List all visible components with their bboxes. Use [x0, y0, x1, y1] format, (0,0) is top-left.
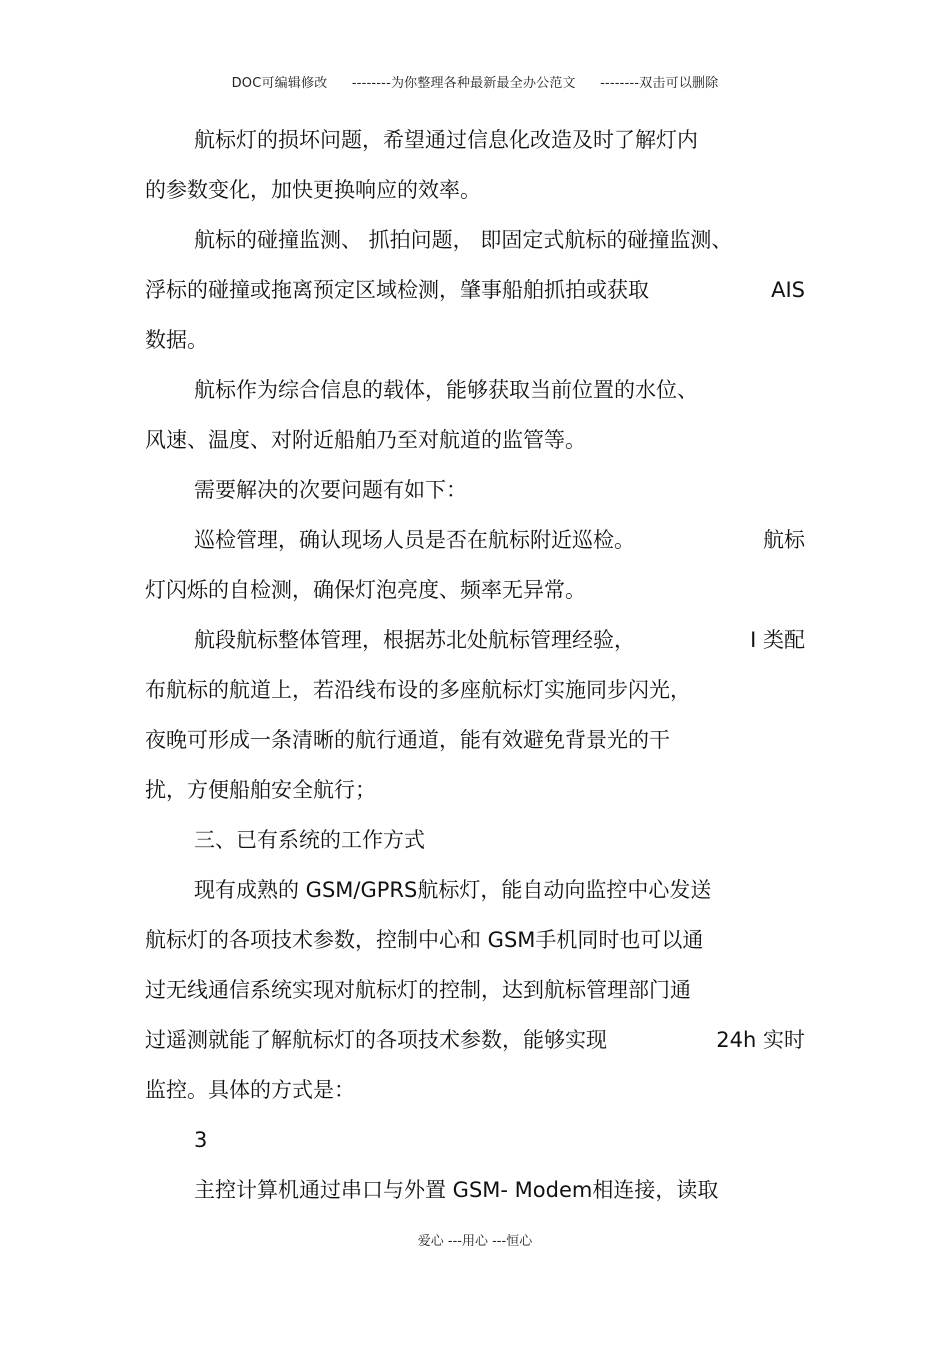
page-footer	[0, 1230, 950, 1249]
text-line	[145, 172, 805, 222]
text-line	[145, 422, 805, 472]
text-line	[145, 272, 805, 322]
line-text: 航标灯的损坏问题，希望通过信息化改造及时了解灯内	[194, 128, 698, 152]
line-right-text: 航标	[763, 528, 805, 552]
line-text: 航标的碰撞监测、 抓拍问题， 即固定式航标的碰撞监测、	[194, 228, 733, 252]
line-text: 三、已有系统的工作方式	[194, 828, 425, 852]
text-line	[145, 872, 805, 922]
text-line	[145, 622, 805, 672]
footer-text: 爱心 ---用心 ---恒心	[417, 1234, 533, 1249]
line-right-text: I 类配	[750, 628, 805, 652]
line-text: 现有成熟的 GSM/GPRS航标灯，能自动向监控中心发送	[194, 878, 712, 902]
line-text: 航标作为综合信息的载体，能够获取当前位置的水位、	[194, 378, 698, 402]
text-line	[145, 772, 805, 822]
line-text: 航标灯的各项技术参数，控制中心和 GSM手机同时也可以通	[145, 928, 704, 952]
text-line	[145, 972, 805, 1022]
text-line	[145, 322, 805, 372]
line-text: 主控计算机通过串口与外置 GSM- Modem相连接，读取	[194, 1178, 719, 1202]
line-text: 扰，方便船舶安全航行；	[145, 778, 376, 802]
line-text: 夜晚可形成一条清晰的航行通道，能有效避免背景光的干	[145, 728, 670, 752]
line-text: 巡检管理，确认现场人员是否在航标附近巡检。	[194, 528, 635, 552]
line-text: 浮标的碰撞或拖离预定区域检测，肇事船舶抓拍或获取	[145, 278, 649, 302]
text-line	[145, 1172, 805, 1222]
text-line	[145, 522, 805, 572]
line-text: 的参数变化，加快更换响应的效率。	[145, 178, 481, 202]
text-line	[145, 1022, 805, 1072]
text-line	[145, 922, 805, 972]
line-text: 航段航标整体管理，根据苏北处航标管理经验，	[194, 628, 635, 652]
text-line	[145, 122, 805, 172]
line-text: 需要解决的次要问题有如下：	[194, 478, 467, 502]
line-text: 过遥测就能了解航标灯的各项技术参数，能够实现	[145, 1028, 607, 1052]
text-line	[145, 672, 805, 722]
line-text: 风速、温度、对附近船舶乃至对航道的监管等。	[145, 428, 586, 452]
header-left: DOC可编辑修改	[231, 76, 328, 91]
page-number-line	[145, 1122, 805, 1172]
line-right-text: 24h 实时	[716, 1028, 805, 1052]
line-text: 监控。具体的方式是：	[145, 1078, 355, 1102]
line-text: 布航标的航道上，若沿线布设的多座航标灯实施同步闪光，	[145, 678, 691, 702]
text-line	[145, 722, 805, 772]
text-line	[145, 572, 805, 622]
document-body	[145, 122, 805, 1222]
text-line	[145, 372, 805, 422]
text-line	[145, 1072, 805, 1122]
text-line	[145, 222, 805, 272]
text-line	[145, 472, 805, 522]
header-right: --------双击可以删除	[600, 76, 719, 91]
line-text: 灯闪烁的自检测，确保灯泡亮度、频率无异常。	[145, 578, 586, 602]
section-heading	[145, 822, 805, 872]
page-header	[0, 72, 950, 91]
line-text: 过无线通信系统实现对航标灯的控制，达到航标管理部门通	[145, 978, 691, 1002]
line-text: 数据。	[145, 328, 208, 352]
line-right-text: AIS	[771, 278, 805, 302]
header-middle: --------为你整理各种最新最全办公范文	[351, 76, 576, 91]
line-text: 3	[194, 1128, 208, 1152]
